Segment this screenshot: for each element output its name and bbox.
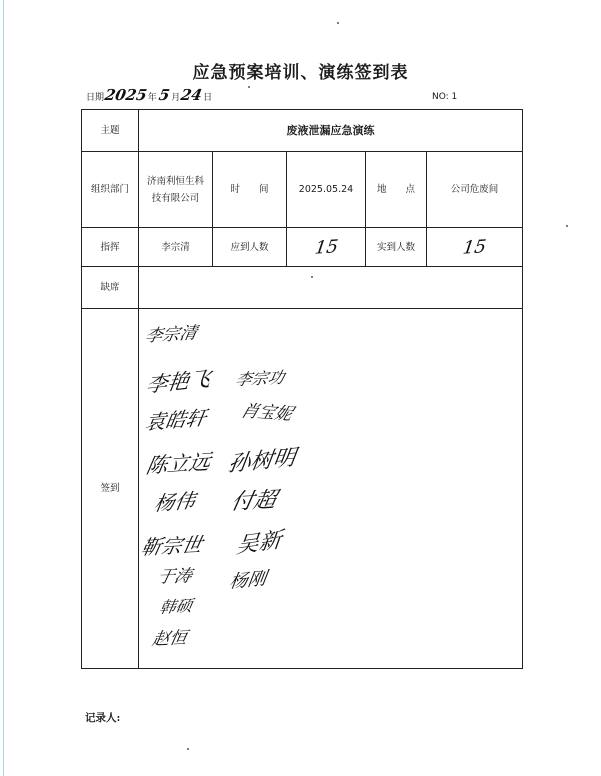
month-label: 月	[171, 93, 181, 103]
time-label: 时 间	[230, 184, 269, 195]
year-label: 年	[147, 93, 157, 103]
scan-speck	[187, 748, 189, 750]
actual-count-handwritten: 15	[461, 235, 488, 259]
dept-label: 组织部门	[90, 184, 129, 195]
absent-value	[139, 267, 522, 308]
scan-speck	[566, 225, 568, 227]
expected-count-label: 应到人数	[230, 241, 269, 253]
commander-value: 李宗清	[161, 241, 190, 253]
handwritten-signature: 于涛	[155, 566, 194, 588]
date-line	[86, 86, 212, 104]
table-bottom-border	[81, 668, 523, 669]
recorder-label: 记录人:	[85, 712, 121, 724]
scan-speck	[337, 22, 339, 24]
absent-label: 缺席	[100, 282, 120, 293]
table-right-border	[522, 109, 523, 669]
handwritten-signature: 李艳飞	[144, 366, 213, 398]
document-number: NO: 1	[432, 92, 458, 102]
handwritten-signature: 陈立远	[144, 449, 213, 479]
handwritten-signature: 杨刚	[227, 568, 268, 593]
handwritten-signature: 肖宝妮	[238, 401, 295, 425]
handwritten-signature: 袁皓轩	[143, 405, 209, 435]
handwritten-signature: 李宗清	[143, 323, 199, 347]
subject-label: 主题	[100, 125, 120, 136]
commander-label: 指挥	[100, 241, 120, 253]
handwritten-signature: 吴新	[234, 528, 283, 559]
handwritten-signature: 付超	[228, 487, 279, 516]
subject-value: 废液泄漏应急演练	[286, 124, 375, 137]
page-edge-rule	[3, 0, 4, 776]
actual-count-cell	[427, 228, 522, 266]
handwritten-signature: 杨伟	[152, 488, 198, 516]
handwritten-signature: 李宗功	[233, 367, 286, 390]
actual-count-label: 实到人数	[376, 241, 415, 253]
date-label: 日期	[86, 93, 105, 103]
place-value: 公司危废间	[450, 184, 499, 195]
form-title: 应急预案培训、演练签到表	[192, 63, 409, 83]
dept-value: 济南利恒生科技有限公司	[146, 175, 204, 204]
sign-in-label: 签到	[100, 483, 120, 494]
time-value: 2025.05.24	[298, 184, 354, 195]
date-day-handwritten: 24	[179, 86, 204, 104]
handwritten-signature: 孙树明	[226, 445, 298, 478]
date-month-handwritten: 5	[157, 86, 171, 104]
table-row-divider	[81, 308, 523, 309]
handwritten-signature: 赵恒	[150, 628, 189, 650]
expected-count-handwritten: 15	[312, 235, 340, 259]
scan-speck	[248, 86, 250, 88]
handwritten-signature: 韩硕	[157, 595, 194, 618]
date-year-handwritten: 2025	[103, 86, 149, 104]
place-label: 地 点	[376, 184, 415, 195]
day-label: 日	[203, 93, 213, 103]
scan-speck	[311, 276, 313, 278]
expected-count-cell	[287, 228, 365, 266]
handwritten-signature: 靳宗世	[138, 532, 205, 560]
